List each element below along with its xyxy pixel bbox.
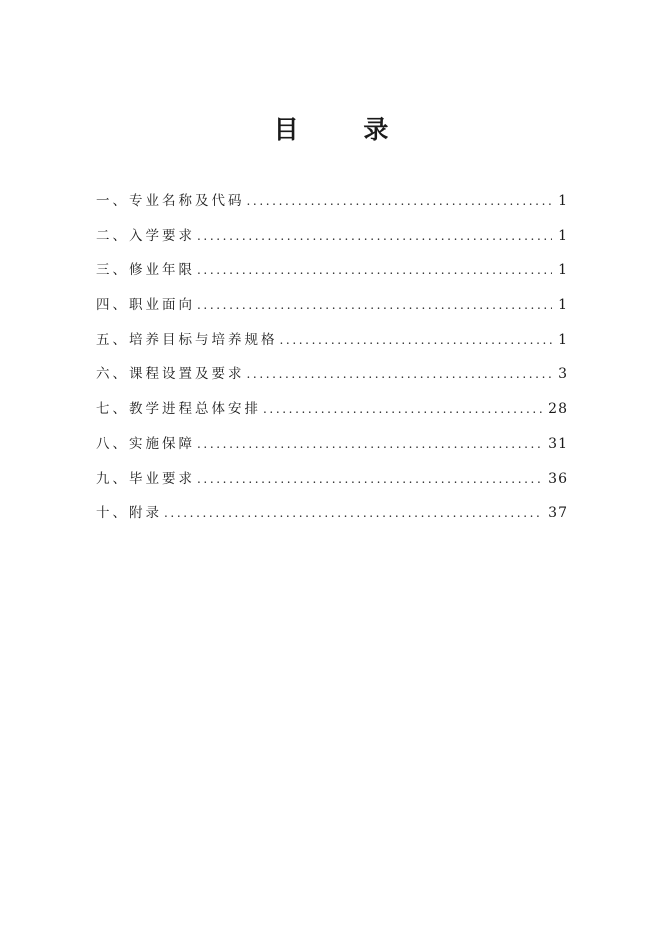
toc-page-number: 37 (548, 505, 568, 522)
toc-entry[interactable] (96, 496, 568, 531)
table-of-contents (96, 184, 568, 531)
toc-entry[interactable] (96, 219, 568, 254)
toc-dot-leader (197, 253, 552, 288)
toc-entry-label: 三、修业年限 (96, 262, 195, 279)
toc-dot-leader (197, 219, 552, 254)
toc-entry[interactable] (96, 253, 568, 288)
toc-entry[interactable] (96, 323, 568, 358)
toc-page-number: 1 (558, 297, 568, 314)
toc-entry[interactable] (96, 288, 568, 323)
toc-page-number: 1 (558, 193, 568, 209)
toc-entry-label: 一、专业名称及代码 (96, 193, 245, 209)
toc-page-number: 1 (558, 262, 568, 279)
toc-entry[interactable] (96, 392, 568, 427)
toc-page-number: 1 (558, 331, 568, 348)
toc-entry-label: 八、实施保障 (96, 435, 195, 452)
toc-entry-label: 五、培养目标与培养规格 (96, 331, 278, 348)
toc-dot-leader (197, 462, 542, 497)
toc-dot-leader (164, 496, 542, 531)
toc-entry-label: 七、教学进程总体安排 (96, 401, 261, 418)
toc-entry[interactable] (96, 184, 568, 219)
toc-page-number: 36 (548, 470, 568, 487)
toc-entry[interactable] (96, 462, 568, 497)
page-title: 目 录 (273, 115, 417, 144)
toc-entry-label: 二、入学要求 (96, 227, 195, 244)
toc-entry-label: 四、职业面向 (96, 297, 195, 314)
toc-dot-leader (280, 323, 553, 358)
toc-dot-leader (263, 392, 542, 427)
toc-dot-leader (247, 184, 553, 219)
toc-entry[interactable] (96, 357, 568, 392)
toc-dot-leader (197, 288, 552, 323)
toc-entry-label: 十、附录 (96, 505, 162, 522)
toc-entry[interactable] (96, 427, 568, 462)
toc-entry-label: 九、毕业要求 (96, 470, 195, 487)
toc-page-number: 28 (548, 401, 568, 418)
toc-page-number: 1 (558, 227, 568, 244)
toc-page-number: 31 (548, 435, 568, 452)
toc-dot-leader (247, 357, 553, 392)
toc-dot-leader (197, 427, 542, 462)
toc-entry-label: 六、课程设置及要求 (96, 366, 245, 383)
toc-page-number: 3 (558, 366, 568, 383)
